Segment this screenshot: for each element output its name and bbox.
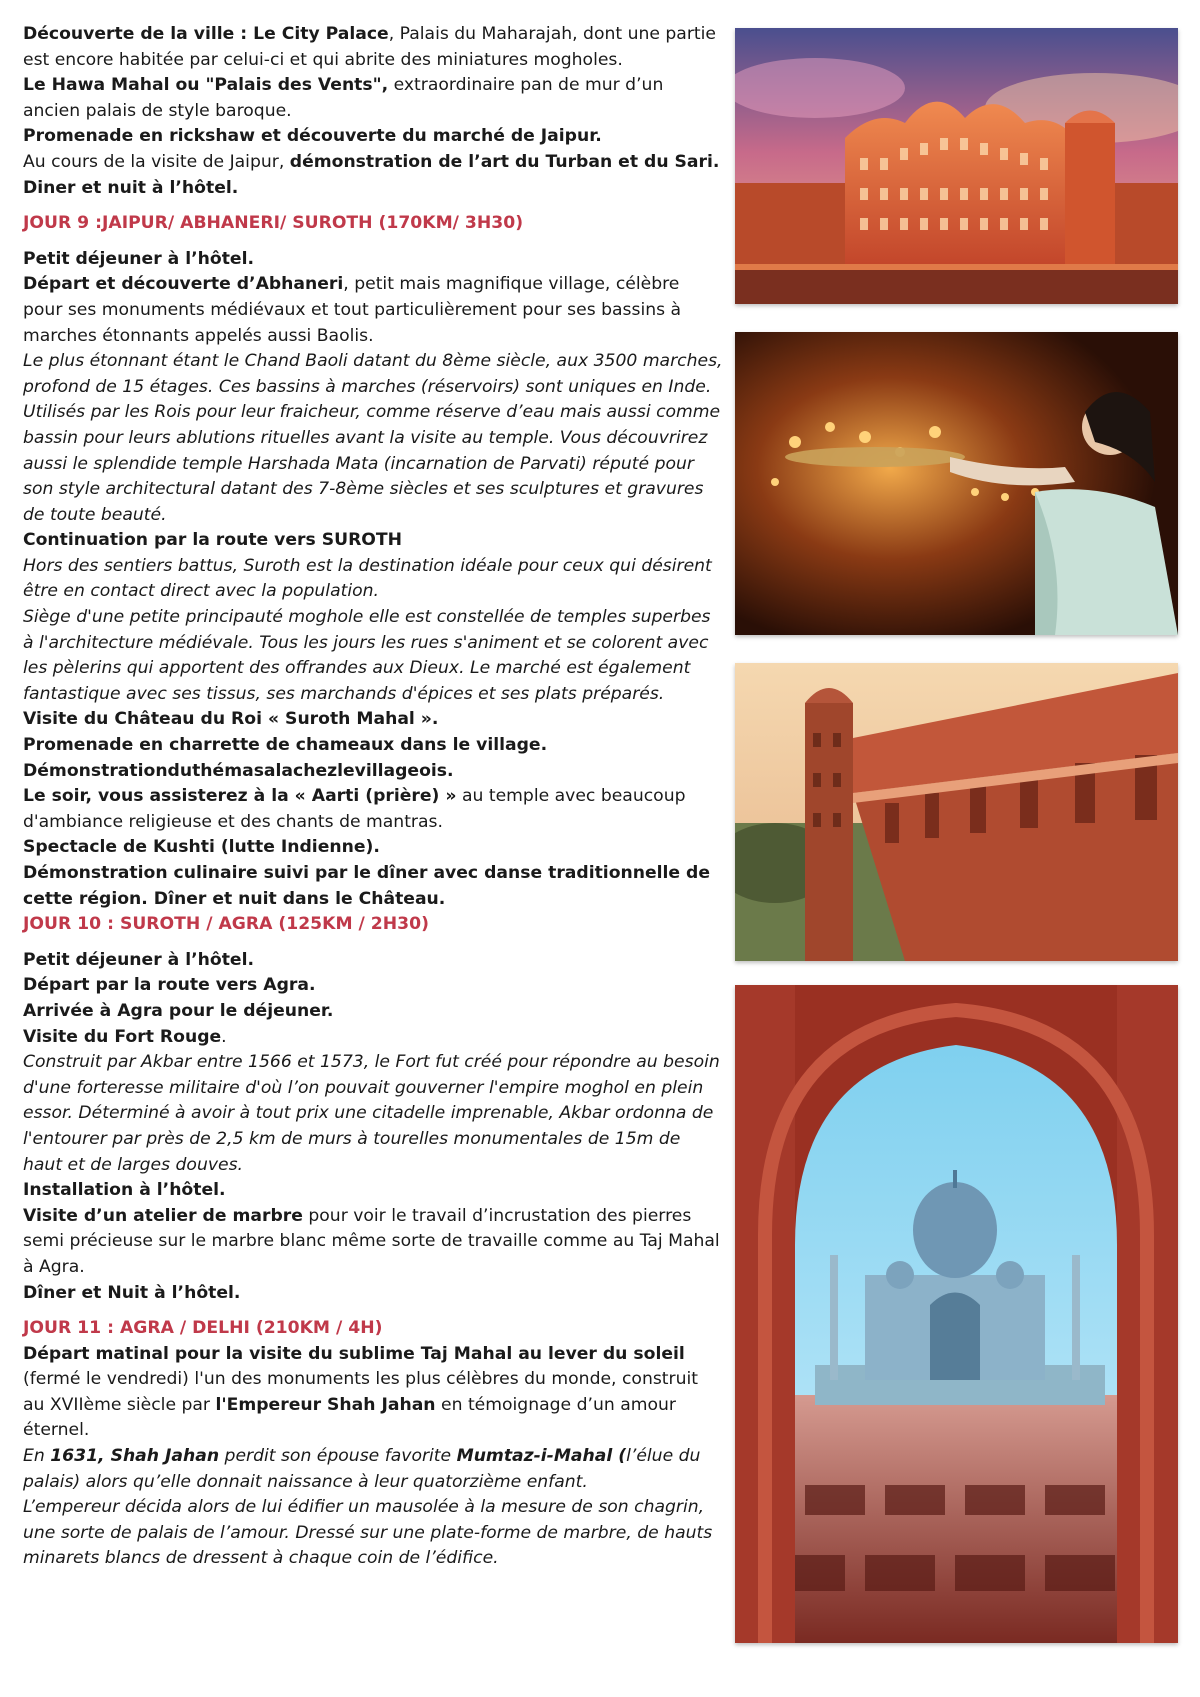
text-run: l’élue du palais) alors qu’elle donnait naissance à leur quatorzième enfant. xyxy=(23,1446,701,1492)
paragraph xyxy=(23,784,723,835)
taj-mahal-image xyxy=(735,985,1178,1643)
paragraph xyxy=(23,1444,723,1495)
paragraph xyxy=(23,1495,723,1572)
paragraph xyxy=(23,124,723,150)
text-run: Mumtaz-i-Mahal ( xyxy=(456,1446,627,1467)
text-run: Installation à l’hôtel. xyxy=(23,1180,226,1201)
text-run: extraordinaire pan de mur d’un ancien palais de style baroque. xyxy=(23,75,664,121)
text-run: Continuation par la route vers SUROTH xyxy=(23,530,403,551)
text-run: en témoignage d’un amour éternel. xyxy=(23,1394,676,1441)
day-heading xyxy=(23,211,723,237)
text-run: , petit mais magnifique village, célèbre pour ses monuments médiévaux et tout particulièrement pour ses bassins à marches étonnants appelés aussi Baolis. xyxy=(23,274,682,346)
paragraph xyxy=(23,605,723,707)
spacer xyxy=(23,201,723,211)
text-run: Dîner et Nuit à l’hôtel. xyxy=(23,1282,241,1303)
text-run: Siège d'une petite principauté moghole elle est constellée de temples superbes à l'architecture médiévale. Tous les jours les rues s'animent et se colorent avec les pèlerins qui apportent des offrandes aux Dieux. Le marché est également fantastique avec ses tissus, ses marchands d'épices et ses plats préparés. xyxy=(23,607,711,704)
text-run: Départ par la route vers Agra. xyxy=(23,975,316,996)
text-run: perdit son épouse favorite xyxy=(219,1446,457,1467)
text-run: Visite du Château du Roi « Suroth Mahal ». xyxy=(23,709,439,730)
text-run: Promenade en charrette de chameaux dans le village. xyxy=(23,735,548,756)
text-run: Au cours de la visite de Jaipur, xyxy=(23,151,290,172)
text-run: Promenade en rickshaw et découverte du marché de Jaipur. xyxy=(23,126,602,147)
red-fort-image xyxy=(735,663,1178,961)
text-run: Arrivée à Agra pour le déjeuner. xyxy=(23,1000,334,1021)
text-run: Le plus étonnant étant le Chand Baoli datant du 8ème siècle, aux 3500 marches, profond de 15 étages. Ces bassins à marches (réservoirs) sont uniques en Inde. Utilisés par les Rois pour leur fraicheur, comme réserve d’eau mais aussi comme bassin pour leurs ablutions rituelles avant la visite au temple. Vous découvrirez aussi le splendide temple Harshada Mata (incarnation de Parvati) réputé pour son style architectural datant des 7-8ème siècles et ses sculptures et gravures de toute beauté. xyxy=(23,351,723,525)
text-run: au temple avec beaucoup d'ambiance religieuse et des chants de mantras. xyxy=(23,786,686,832)
aarti-image xyxy=(735,332,1178,635)
text-run: Petit déjeuner à l’hôtel. xyxy=(23,949,254,970)
text-run: JOUR 11 : AGRA / DELHI (210KM / 4H) xyxy=(23,1318,383,1339)
text-run: L’empereur décida alors de lui édifier un mausolée à la mesure de son chagrin, une sorte de palais de l’amour. Dressé sur une plate-forme de marbre, de hauts minarets blancs de dressent à chaque coin de l’édifice. xyxy=(23,1497,713,1569)
hawa-mahal-image xyxy=(735,28,1178,304)
text-run: 1631, Shah Jahan xyxy=(50,1446,220,1467)
text-run: Découverte de la ville : Le City Palace xyxy=(23,24,389,44)
text-run: (fermé le vendredi) l'un des monuments les plus célèbres du monde, construit au XVIIème siècle par xyxy=(23,1369,699,1415)
text-run: l'Empereur Shah Jahan xyxy=(215,1394,436,1415)
paragraph xyxy=(23,1050,723,1178)
text-run: JOUR 9 :JAIPUR/ ABHANERI/ SUROTH (170KM/ 3H30) xyxy=(23,213,524,234)
text-run: Le Hawa Mahal ou "Palais des Vents", xyxy=(23,75,389,96)
text-run: Diner et nuit à l’hôtel. xyxy=(23,177,239,198)
day-heading xyxy=(23,1316,723,1342)
paragraph xyxy=(23,1281,723,1307)
paragraph xyxy=(23,528,723,554)
paragraph xyxy=(23,948,723,974)
paragraph xyxy=(23,733,723,759)
text-run: Visite d’un atelier de marbre xyxy=(23,1205,303,1226)
paragraph xyxy=(23,150,723,176)
text-run: Départ matinal pour la visite du sublime Taj Mahal au lever du soleil xyxy=(23,1343,685,1364)
text-run: Le soir, vous assisterez à la « Aarti (prière) » xyxy=(23,786,457,807)
text-run: . xyxy=(221,1026,227,1047)
aarti-ceremony-photo xyxy=(735,332,1178,635)
spacer xyxy=(23,1306,723,1316)
spacer xyxy=(23,938,723,948)
text-run: Départ et découverte d’Abhaneri xyxy=(23,274,344,295)
text-run: Construit par Akbar entre 1566 et 1573, le Fort fut créé pour répondre au besoin d'une forteresse militaire d'où l’on pouvait gouverner l'empire moghol en plein essor. Déterminé à avoir à tout prix une citadelle imprenable, Akbar ordonna de l'entourer par près de 2,5 km de murs à tourelles monumentales de 15m de haut et de larges douves. xyxy=(23,1052,720,1175)
text-run: , Palais du Maharajah, dont une partie est encore habitée par celui-ci et qui abrite des miniatures mogholes. xyxy=(23,24,716,70)
paragraph xyxy=(23,349,723,528)
text-run: Spectacle de Kushti (lutte Indienne). xyxy=(23,837,380,858)
paragraph xyxy=(23,973,723,999)
paragraph xyxy=(23,1025,723,1051)
paragraph xyxy=(23,707,723,733)
text-run: Démonstration culinaire suivi par le dîner avec danse traditionnelle de cette région. Dîner et nuit dans le Château. xyxy=(23,863,711,909)
paragraph xyxy=(23,73,723,124)
paragraph xyxy=(23,272,723,349)
text-run: démonstration de l’art du Turban et du Sari. xyxy=(289,151,720,172)
paragraph xyxy=(23,1178,723,1204)
hawa-mahal-photo xyxy=(735,28,1178,304)
paragraph xyxy=(23,554,723,605)
paragraph xyxy=(23,999,723,1025)
taj-mahal-arch-photo xyxy=(735,985,1178,1643)
paragraph xyxy=(23,835,723,861)
paragraph xyxy=(23,1204,723,1281)
paragraph xyxy=(23,176,723,202)
paragraph xyxy=(23,861,723,912)
text-run: Hors des sentiers battus, Suroth est la destination idéale pour ceux qui désirent être en contact direct avec la population. xyxy=(23,555,712,602)
text-run: Visite du Fort Rouge xyxy=(23,1026,222,1047)
text-run: Petit déjeuner à l’hôtel. xyxy=(23,248,254,269)
day-heading xyxy=(23,912,723,938)
spacer xyxy=(23,237,723,247)
itinerary-text xyxy=(23,22,723,1572)
text-run: Démonstrationduthémasalachezlevillageois. xyxy=(23,760,454,781)
text-run: JOUR 10 : SUROTH / AGRA (125KM / 2H30) xyxy=(23,914,429,935)
paragraph xyxy=(23,759,723,785)
text-run: En xyxy=(23,1446,51,1467)
paragraph xyxy=(23,1342,723,1444)
paragraph xyxy=(23,247,723,273)
text-run: pour voir le travail d’incrustation des pierres semi précieuse sur le marbre blanc même sorte de travaille comme au Taj Mahal à Agra. xyxy=(23,1205,720,1277)
paragraph xyxy=(23,22,723,73)
red-fort-photo xyxy=(735,663,1178,961)
